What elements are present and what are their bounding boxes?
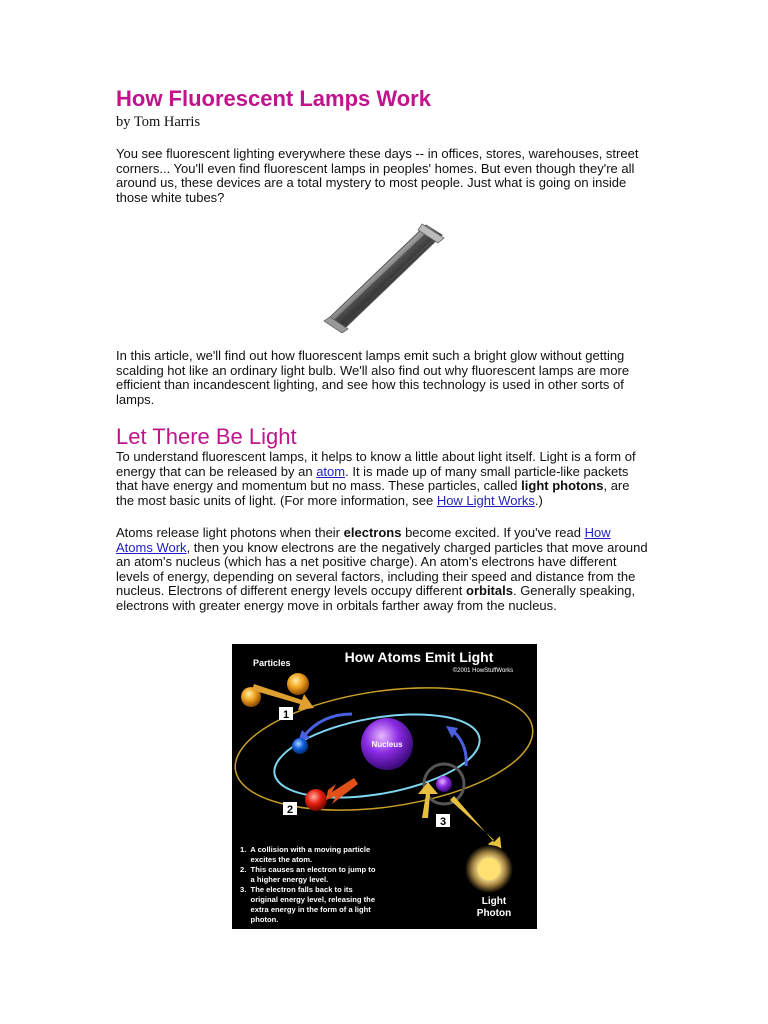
bold-term: orbitals (466, 583, 513, 599)
return-arrow (418, 782, 438, 818)
note-line: a higher energy level. (240, 875, 329, 884)
bold-term: electrons (343, 525, 402, 540)
text-run: .) (534, 492, 543, 508)
text-run: To understand fluorescent lamps, it helps to know a little about light itself. Light is a form of energy that can be released by an (116, 449, 636, 479)
atom-diagram (232, 644, 537, 929)
page-title: How Fluorescent Lamps Work (116, 86, 431, 111)
jump-arrow (326, 778, 358, 804)
particle (287, 673, 309, 695)
how-light-works-link[interactable]: How Light Works (436, 492, 535, 508)
note-line: 2. This causes an electron to jump to (240, 865, 376, 874)
text-run: become excited. If you've read (401, 525, 585, 540)
photon-label-1: Light (481, 896, 507, 907)
note-line: original energy level, releasing the (240, 895, 376, 904)
photon-label-2: Photon (476, 908, 512, 919)
text-run: . It is made up of many small particle-like packets that have energy and momentum but no mass. These particles, called (116, 463, 629, 494)
electron (436, 776, 452, 792)
orbit-arrow (452, 730, 466, 766)
section-heading: Let There Be Light (116, 424, 297, 449)
excited-electron (305, 789, 327, 811)
nucleus-label: Nucleus (371, 740, 403, 749)
step-3-label: 3 (439, 816, 447, 828)
byline: by Tom Harris (116, 114, 201, 130)
note-line: 3. The electron falls back to its (240, 885, 353, 894)
how-atoms-work-link[interactable]: How Atoms Work (116, 525, 611, 555)
overview-paragraph: In this article, we'll find out how fluorescent lamps emit such a bright glow without getting scalding hot like an ordinary light bulb. We'll also find out why fluorescent lamps are more efficient than incandescent lighting, and see how this technology is used in other sorts of lamps. (116, 348, 630, 407)
note-line: 1. A collision with a moving particle (240, 845, 371, 854)
tube-illustration (322, 221, 450, 333)
step-1-label: 1 (282, 709, 290, 721)
text-run: . Generally speaking, electrons with greater energy move in orbitals farther away from the nucleus. (116, 583, 636, 613)
text-run: , then you know electrons are the negatively charged particles that move around an atom's nucleus (which has a net positive charge). An atom's electrons have different levels of energy, depending on several factors, including their speed and distance from the nucleus. Electrons of different energy levels occupy different (116, 539, 648, 599)
electrons-paragraph (116, 526, 650, 614)
step-2-label: 2 (286, 804, 294, 816)
photon-arrow (450, 796, 502, 854)
electron (292, 738, 308, 754)
diagram-notes (240, 845, 376, 924)
atom-link[interactable]: atom (316, 463, 346, 479)
note-line: photon. (240, 915, 279, 924)
atom-diagram-svg (232, 644, 537, 929)
bold-term: light photons (521, 478, 604, 494)
light-paragraph (116, 450, 650, 508)
text-run: Atoms release light photons when their (116, 525, 344, 540)
intro-paragraph: You see fluorescent lighting everywhere these days -- in offices, stores, warehouses, street corners... You'll even find fluorescent lamps in peoples' homes. But even though they're all around us, these devices are a total mystery to most people. Just what is going on inside those white tubes? (116, 146, 639, 205)
diagram-title: How Atoms Emit Light (344, 649, 494, 665)
diagram-copyright: ©2001 HowStuffWorks (452, 668, 514, 674)
note-line: extra energy in the form of a light (240, 905, 371, 914)
photon-core (478, 858, 500, 880)
note-line: excites the atom. (240, 855, 313, 864)
text-run: , are the most basic units of light. (For more information, see (116, 478, 630, 508)
particles-label: Particles (253, 658, 291, 668)
fluorescent-tube-image (322, 221, 450, 333)
